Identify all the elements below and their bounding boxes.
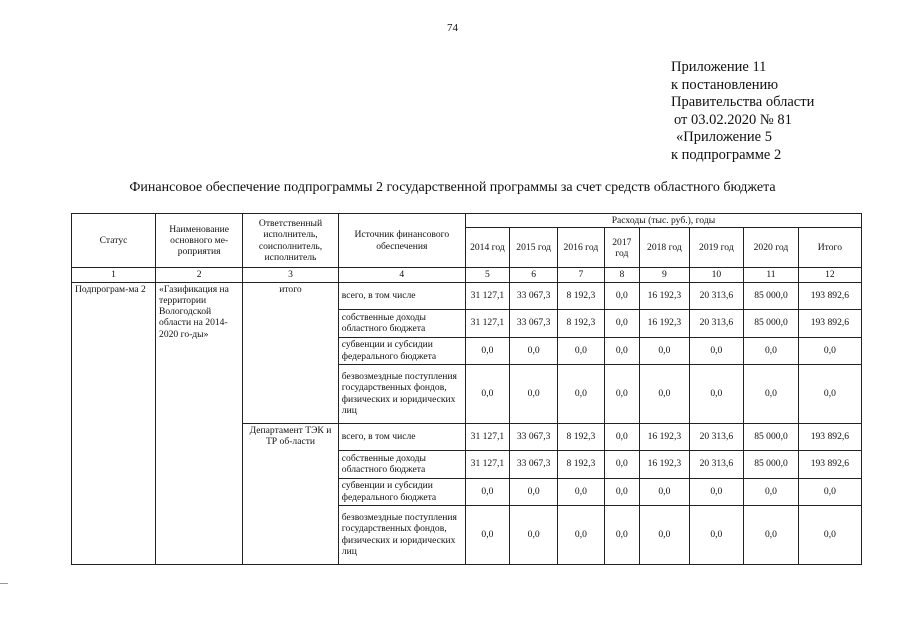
header-executor: Ответственный исполнитель, соисполнитель, исполнитель: [243, 214, 339, 268]
amount-cell: 31 127,1: [465, 282, 509, 309]
appendix-block: [671, 59, 814, 165]
column-number: 12: [798, 268, 861, 282]
executor-cell: Департамент ТЭК и ТР об-ласти: [243, 423, 339, 564]
column-number: 10: [689, 268, 744, 282]
scan-edge-mark: [0, 583, 8, 584]
header-source: Источник финансового обеспечения: [338, 214, 465, 268]
amount-cell: 0,0: [509, 364, 557, 423]
appendix-line: к постановлению: [671, 76, 779, 93]
amount-cell: 0,0: [604, 309, 640, 337]
amount-cell: 0,0: [744, 478, 799, 505]
amount-cell: 31 127,1: [465, 423, 509, 450]
column-number: 7: [558, 268, 604, 282]
header-year: 2017 год: [604, 228, 640, 268]
amount-cell: 0,0: [798, 505, 861, 564]
amount-cell: 33 067,3: [509, 423, 557, 450]
column-number: 11: [744, 268, 799, 282]
amount-cell: 0,0: [640, 505, 689, 564]
header-measure: Наименование основного ме-роприятия: [156, 214, 243, 268]
amount-cell: 0,0: [689, 364, 744, 423]
source-cell: собственные доходы областного бюджета: [338, 309, 465, 337]
executor-cell: итого: [243, 282, 339, 423]
amount-cell: 193 892,6: [798, 423, 861, 450]
amount-cell: 16 192,3: [640, 309, 689, 337]
column-number: 3: [243, 268, 339, 282]
amount-cell: 0,0: [604, 450, 640, 478]
header-total: Итого: [798, 228, 861, 268]
amount-cell: 8 192,3: [558, 282, 604, 309]
source-cell: безвозмездные поступления государственных фондов, физических и юридических лиц: [338, 364, 465, 423]
header-expenses: Расходы (тыс. руб.), годы: [465, 214, 861, 228]
amount-cell: 0,0: [798, 364, 861, 423]
amount-cell: 0,0: [465, 505, 509, 564]
amount-cell: 85 000,0: [744, 450, 799, 478]
header-year: 2019 год: [689, 228, 744, 268]
column-number: 1: [72, 268, 156, 282]
source-cell: безвозмездные поступления государственных фондов, физических и юридических лиц: [338, 505, 465, 564]
column-number-row: [72, 268, 862, 282]
amount-cell: 0,0: [558, 478, 604, 505]
amount-cell: 0,0: [465, 364, 509, 423]
amount-cell: 8 192,3: [558, 423, 604, 450]
amount-cell: 8 192,3: [558, 450, 604, 478]
column-number: 6: [509, 268, 557, 282]
amount-cell: 33 067,3: [509, 309, 557, 337]
amount-cell: 0,0: [689, 478, 744, 505]
column-number: 9: [640, 268, 689, 282]
page-number: 74: [447, 22, 458, 34]
amount-cell: 85 000,0: [744, 309, 799, 337]
amount-cell: 0,0: [798, 478, 861, 505]
appendix-line: Приложение 11: [671, 59, 767, 75]
amount-cell: 0,0: [604, 337, 640, 364]
amount-cell: 85 000,0: [744, 423, 799, 450]
amount-cell: 33 067,3: [509, 450, 557, 478]
source-cell: субвенции и субсидии федерального бюджета: [338, 478, 465, 505]
amount-cell: 0,0: [465, 337, 509, 364]
header-year: 2016 год: [558, 228, 604, 268]
amount-cell: 0,0: [604, 505, 640, 564]
amount-cell: 85 000,0: [744, 282, 799, 309]
measure-cell: «Газификация на территории Вологодской области на 2014-2020 го-ды»: [156, 282, 243, 564]
appendix-line: от 03.02.2020 № 81: [674, 111, 792, 128]
amount-cell: 0,0: [744, 364, 799, 423]
amount-cell: 20 313,6: [689, 423, 744, 450]
table-row: [72, 282, 862, 309]
amount-cell: 0,0: [509, 337, 557, 364]
amount-cell: 20 313,6: [689, 450, 744, 478]
amount-cell: 0,0: [744, 505, 799, 564]
column-number: 4: [338, 268, 465, 282]
amount-cell: 0,0: [604, 423, 640, 450]
source-cell: всего, в том числе: [338, 423, 465, 450]
amount-cell: 0,0: [640, 364, 689, 423]
amount-cell: 20 313,6: [689, 309, 744, 337]
amount-cell: 31 127,1: [465, 309, 509, 337]
amount-cell: 0,0: [604, 282, 640, 309]
financing-table: [71, 213, 862, 565]
amount-cell: 0,0: [558, 337, 604, 364]
document-title: Финансовое обеспечение подпрограммы 2 государственной программы за счет средств областного бюджета: [129, 180, 776, 195]
status-cell: Подпрограм-ма 2: [72, 282, 156, 564]
appendix-line: «Приложение 5: [676, 129, 772, 146]
header-year: 2015 год: [509, 228, 557, 268]
amount-cell: 31 127,1: [465, 450, 509, 478]
amount-cell: 33 067,3: [509, 282, 557, 309]
header-year: 2020 год: [744, 228, 799, 268]
amount-cell: 0,0: [640, 337, 689, 364]
amount-cell: 0,0: [509, 478, 557, 505]
amount-cell: 0,0: [744, 337, 799, 364]
source-cell: всего, в том числе: [338, 282, 465, 309]
amount-cell: 0,0: [689, 337, 744, 364]
amount-cell: 0,0: [509, 505, 557, 564]
header-year: 2018 год: [640, 228, 689, 268]
amount-cell: 0,0: [558, 364, 604, 423]
amount-cell: 16 192,3: [640, 423, 689, 450]
amount-cell: 0,0: [558, 505, 604, 564]
amount-cell: 0,0: [798, 337, 861, 364]
amount-cell: 193 892,6: [798, 309, 861, 337]
header-status: Статус: [72, 214, 156, 268]
appendix-line: Правительства области: [671, 94, 815, 111]
amount-cell: 16 192,3: [640, 450, 689, 478]
appendix-line: к подпрограмме 2: [671, 146, 782, 163]
amount-cell: 8 192,3: [558, 309, 604, 337]
column-number: 5: [465, 268, 509, 282]
source-cell: субвенции и субсидии федерального бюджета: [338, 337, 465, 364]
amount-cell: 0,0: [640, 478, 689, 505]
amount-cell: 193 892,6: [798, 450, 861, 478]
amount-cell: 0,0: [604, 364, 640, 423]
amount-cell: 0,0: [689, 505, 744, 564]
header-year: 2014 год: [465, 228, 509, 268]
amount-cell: 20 313,6: [689, 282, 744, 309]
amount-cell: 0,0: [604, 478, 640, 505]
column-number: 8: [604, 268, 640, 282]
amount-cell: 16 192,3: [640, 282, 689, 309]
amount-cell: 0,0: [465, 478, 509, 505]
column-number: 2: [156, 268, 243, 282]
source-cell: собственные доходы областного бюджета: [338, 450, 465, 478]
amount-cell: 193 892,6: [798, 282, 861, 309]
